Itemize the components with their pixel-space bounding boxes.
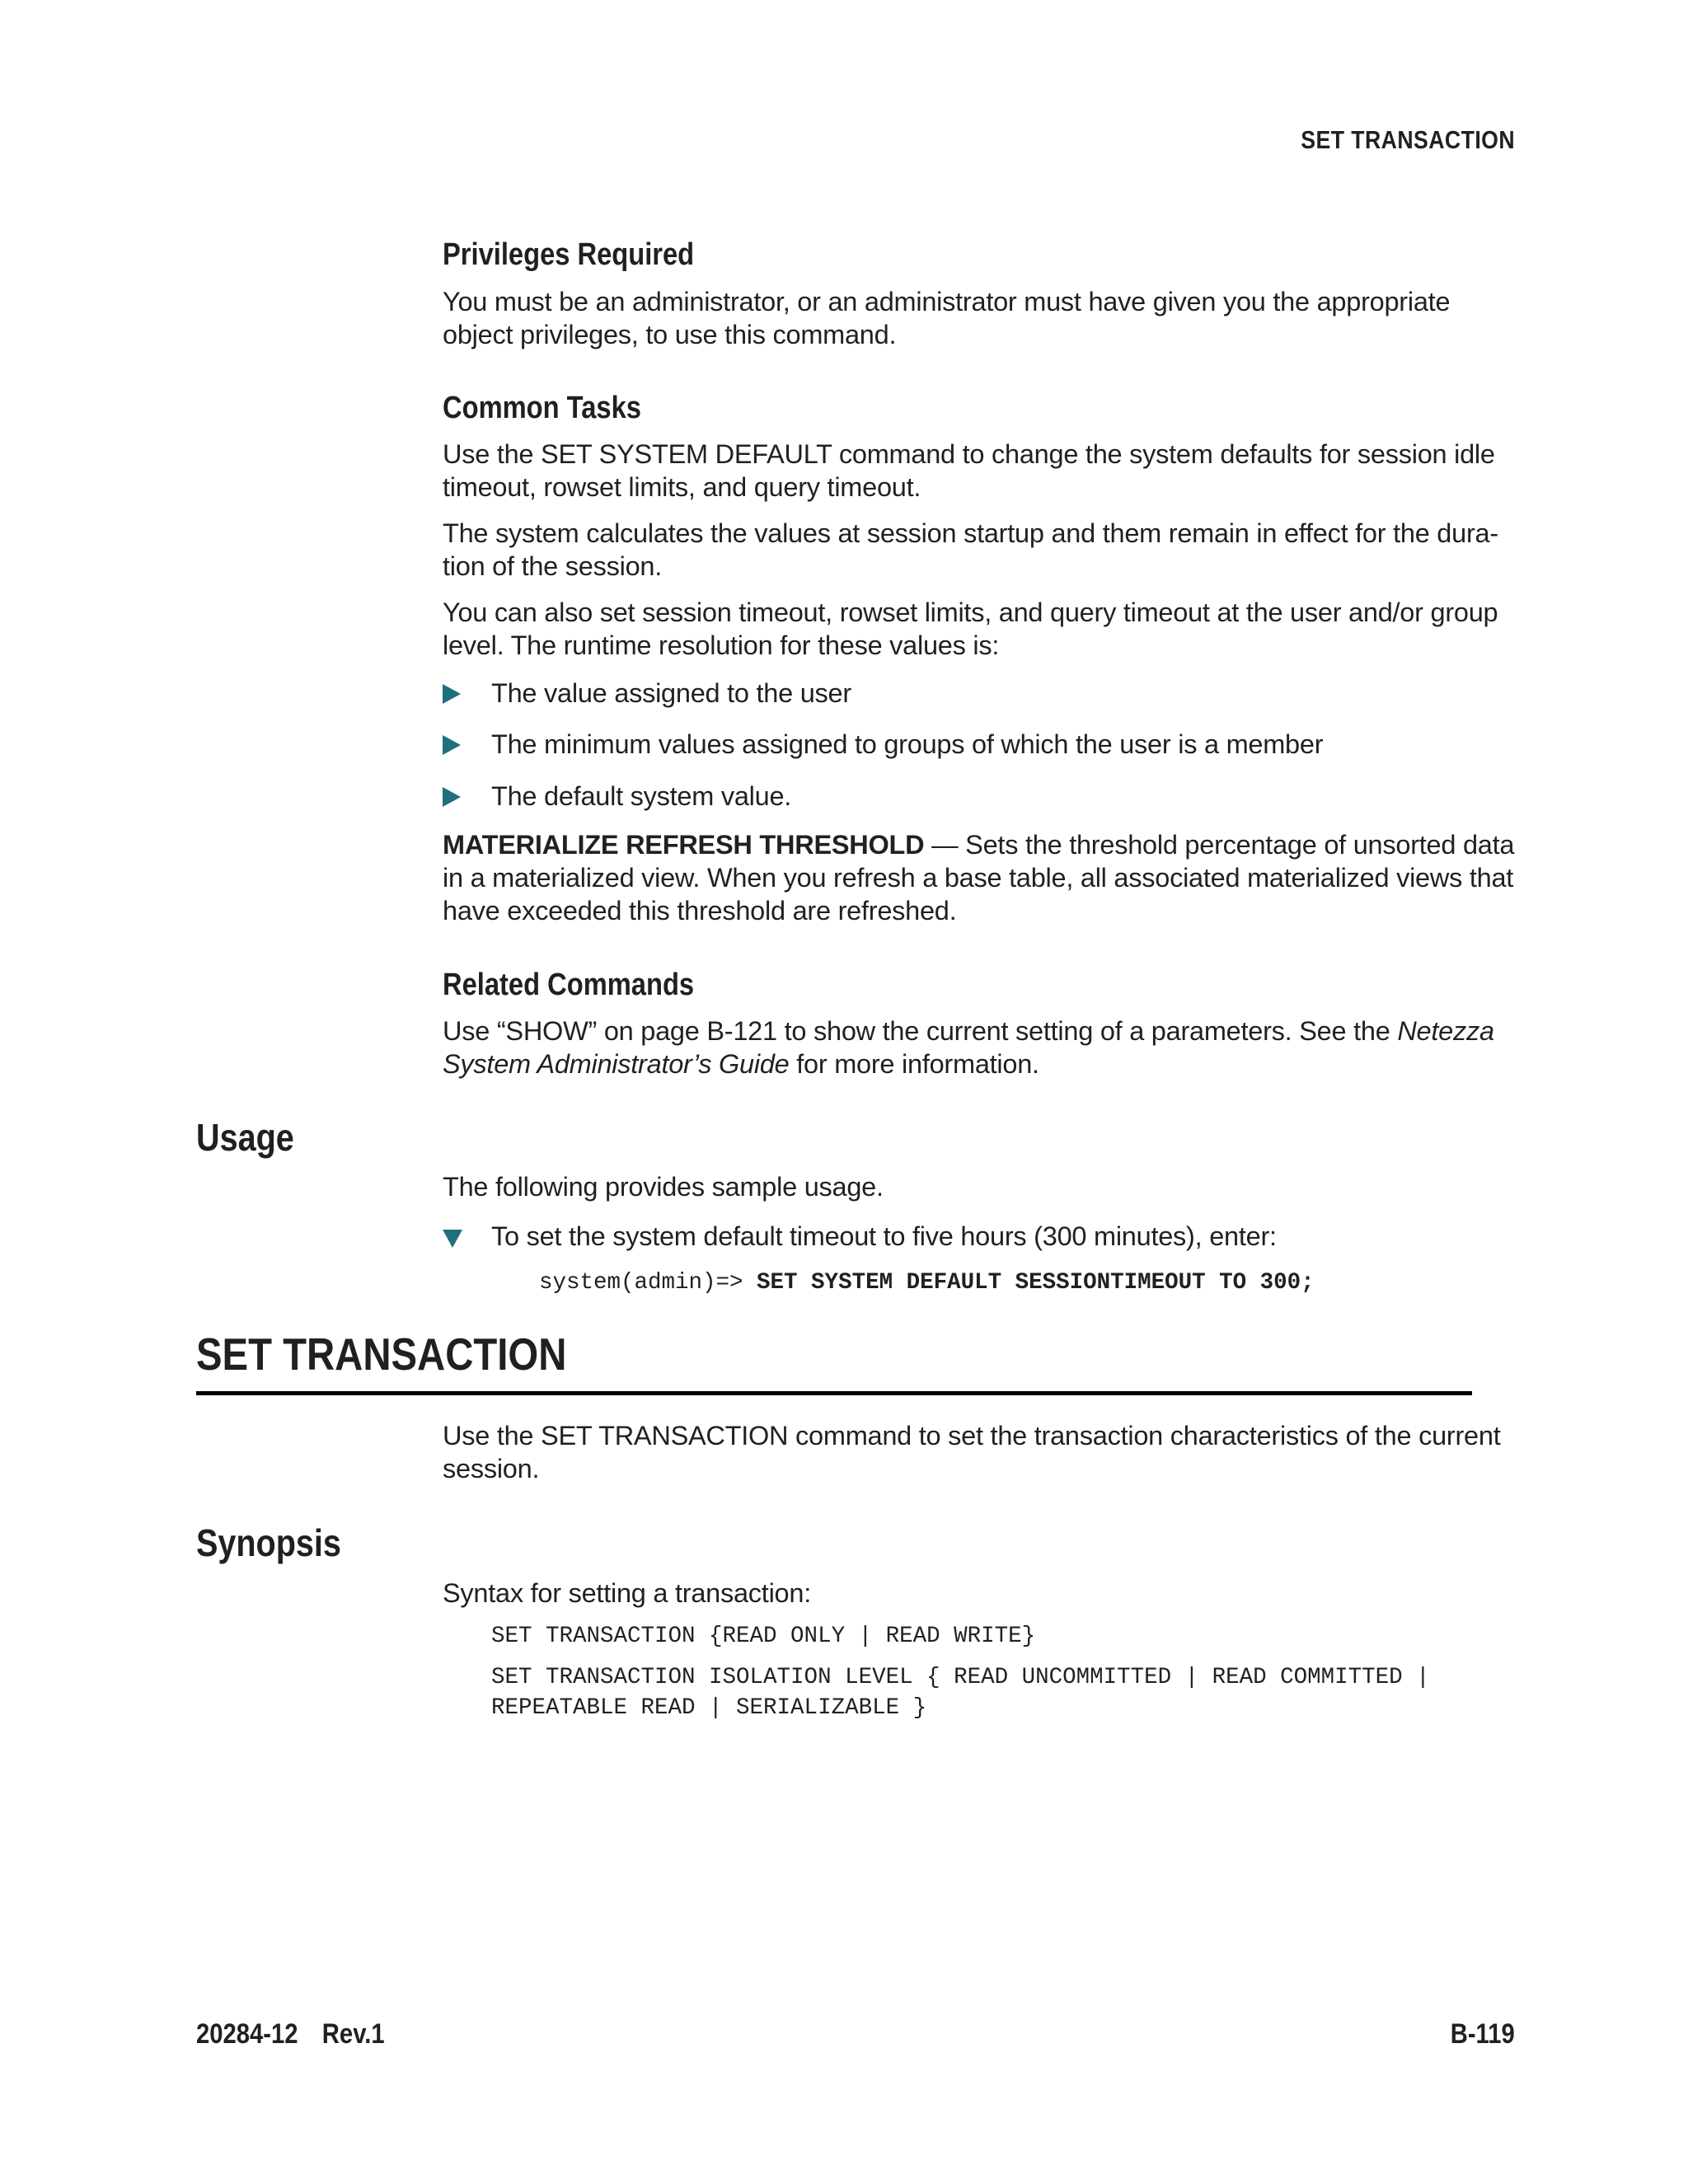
common-tasks-p2-line-1: The system calculates the values at session startup and them remain in effect for the dura- (443, 518, 1498, 548)
usage-intro: The following provides sample usage. (443, 1172, 884, 1202)
description-line-2: session. (443, 1454, 540, 1483)
materialize-paragraph (443, 828, 1526, 927)
related-line-1: Use “SHOW” on page B-121 to show the current setting of a parameters. See the (443, 1016, 1398, 1046)
common-tasks-paragraph-3 (443, 596, 1526, 662)
privileges-line-2: object privileges, to use this command. (443, 320, 897, 349)
usage-step-text: To set the system default timeout to five hours (300 minutes), enter: (491, 1221, 1277, 1251)
materialize-term: MATERIALIZE REFRESH THRESHOLD (443, 830, 925, 860)
privileges-line-1: You must be an administrator, or an administrator must have given you the appropriate (443, 287, 1451, 316)
guide-title-part-1: Netezza (1397, 1016, 1494, 1046)
section-title: SET TRANSACTION (196, 1329, 567, 1380)
common-tasks-p3-line-1: You can also set session timeout, rowset limits, and query timeout at the user and/or group (443, 598, 1498, 627)
code-prompt: system(admin)=> (539, 1270, 757, 1296)
triangle-down-step-icon (443, 1230, 462, 1248)
synopsis-code-2-line-1: SET TRANSACTION ISOLATION LEVEL { READ UNCOMMITTED | READ COMMITTED | (491, 1665, 1430, 1690)
common-tasks-heading: Common Tasks (443, 391, 641, 425)
triangle-right-bullet-icon (443, 684, 461, 704)
document-number: 20284-12 (196, 2018, 298, 2050)
triangle-right-bullet-icon (443, 787, 461, 807)
common-tasks-p1-line-1: Use the SET SYSTEM DEFAULT command to change the system defaults for session idle (443, 439, 1495, 469)
page-number: B-119 (1450, 2018, 1515, 2050)
synopsis-code-2-line-2: REPEATABLE READ | SERIALIZABLE } (491, 1695, 927, 1721)
related-commands-text (443, 1015, 1526, 1080)
section-rule (196, 1391, 1472, 1395)
materialize-line-2: in a materialized view. When you refresh a base table, all associated materialized views that (443, 863, 1514, 893)
usage-code-example (539, 1268, 1315, 1298)
list-item-text: The value assigned to the user (491, 678, 851, 708)
related-line-2: for more information. (789, 1049, 1039, 1079)
usage-step (443, 1220, 1526, 1253)
common-tasks-p1-line-2: timeout, rowset limits, and query timeout. (443, 472, 921, 502)
list-item-text: The minimum values assigned to groups of which the user is a member (491, 729, 1324, 759)
guide-title-part-2: System Administrator’s Guide (443, 1049, 790, 1079)
privileges-heading: Privileges Required (443, 237, 695, 272)
triangle-right-bullet-icon (443, 735, 461, 755)
common-tasks-p3-line-2: level. The runtime resolution for these values is: (443, 630, 1000, 660)
list-item (443, 677, 1526, 710)
related-commands-heading: Related Commands (443, 968, 695, 1002)
revision: Rev.1 (321, 2018, 385, 2050)
common-tasks-paragraph-2 (443, 517, 1526, 583)
footer-doc-info (196, 2018, 385, 2050)
materialize-definition-start: — Sets the threshold percentage of unsorted data (924, 830, 1515, 860)
list-item (443, 728, 1526, 761)
synopsis-heading: Synopsis (196, 1521, 341, 1564)
common-tasks-p2-line-2: tion of the session. (443, 551, 662, 581)
description-line-1: Use the SET TRANSACTION command to set the transaction characteristics of the current (443, 1421, 1501, 1451)
common-tasks-paragraph-1 (443, 438, 1526, 504)
list-item (443, 780, 1526, 813)
synopsis-intro: Syntax for setting a transaction: (443, 1578, 811, 1608)
synopsis-code-1: SET TRANSACTION {READ ONLY | READ WRITE} (491, 1624, 1036, 1649)
running-header: SET TRANSACTION (1301, 125, 1515, 154)
privileges-text (443, 285, 1526, 351)
synopsis-code-2 (491, 1662, 1430, 1723)
set-transaction-description (443, 1419, 1526, 1485)
materialize-line-3: have exceeded this threshold are refreshed. (443, 896, 957, 926)
usage-heading: Usage (196, 1116, 294, 1159)
list-item-text: The default system value. (491, 781, 792, 811)
code-command: SET SYSTEM DEFAULT SESSIONTIMEOUT TO 300; (757, 1270, 1315, 1296)
